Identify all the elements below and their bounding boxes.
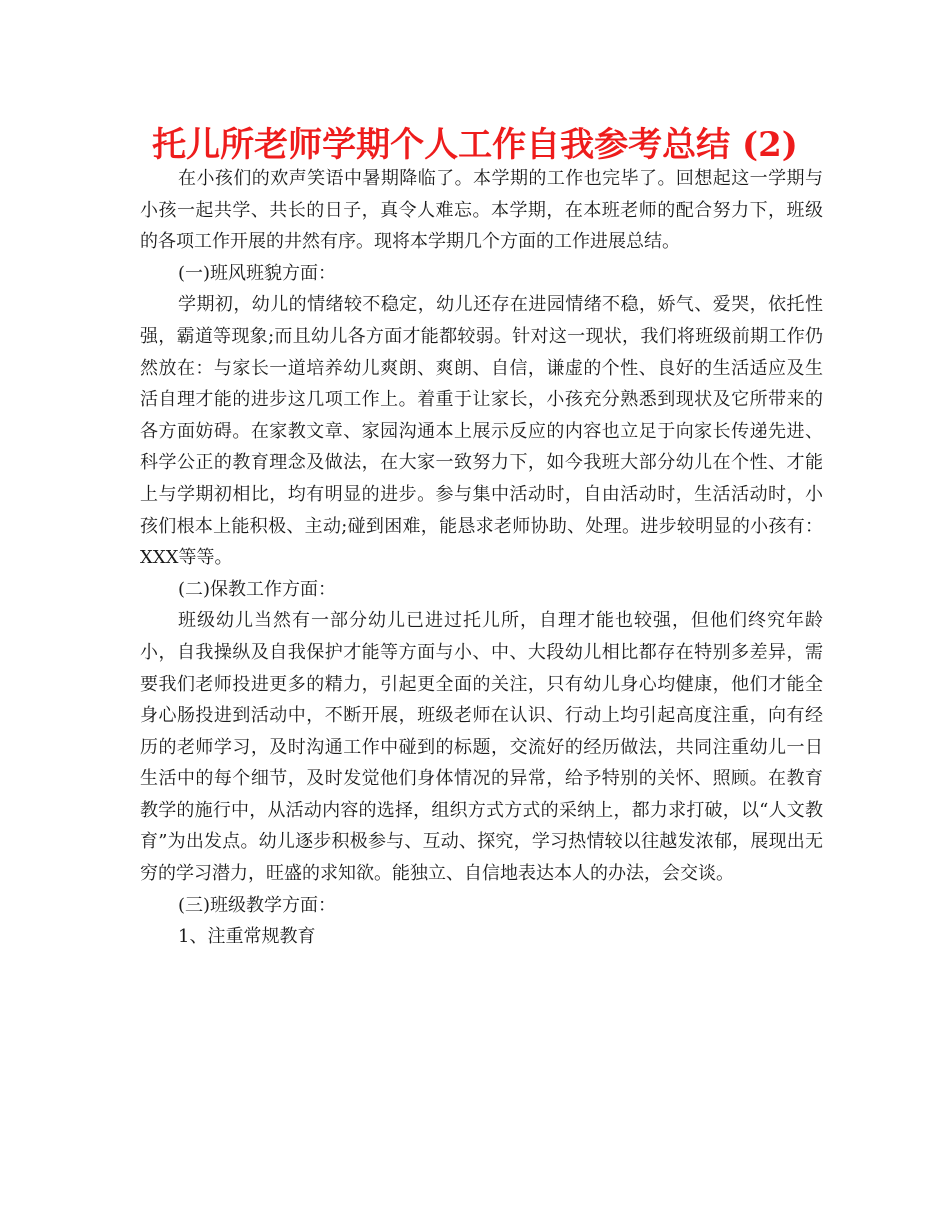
section-heading-care-education: (二)保教工作方面： [178, 578, 337, 600]
class-style-paragraph: 学期初，幼儿的情绪较不稳定，幼儿还存在进园情绪不稳，娇气、爱哭，依托性强，霸道等现象;而且幼儿各方面才能都较弱。针对这一现状，我们将班级前期工作仍然放在：与家长一道培养幼儿爽朗、爽朗、自信，谦虚的个性、良好的生活适应及生活自理才能的进步这几项工作上。着重于让家长，小孩充分熟悉到现状及它所带来的各方面妨碍。在家教文章、家园沟通本上展示反应的内容也立足于向家长传递先进、科学公正的教育理念及做法，在大家一致努力下，如今我班大部分幼儿在个性、才能上与学期初相比，均有明显的进步。参与集中活动时，自由活动时，生活活动时，小孩们根本上能积极、主动;碰到困难，能恳求老师协助、处理。进步较明显的小孩有：XXX等等。 [140, 294, 823, 569]
section-heading-class-teaching: (三)班级教学方面： [178, 894, 337, 916]
care-education-paragraph: 班级幼儿当然有一部分幼儿已进过托儿所，自理才能也较强，但他们终究年龄小，自我操纵及自我保护才能等方面与小、中、大段幼儿相比都存在特别多差异，需要我们老师投进更多的精力，引起更全面的关注，只有幼儿身心均健康，他们才能全身心肠投进到活动中，不断开展，班级老师在认识、行动上均引起高度注重，向有经历的老师学习，及时沟通工作中碰到的标题，交流好的经历做法，共同注重幼儿一日生活中的每个细节，及时发觉他们身体情况的异常，给予特别的关怀、照顾。在教育教学的施行中，从活动内容的选择，组织方式方式的采纳上，都力求打破，以“人文教育”为出发点。幼儿逐步积极参与、互动、探究，学习热情较以往越发浓郁，展现出无穷的学习潜力，旺盛的求知欲。能独立、自信地表达本人的办法，会交谈。 [140, 610, 823, 885]
subsection-heading-routine-education: 1、注重常规教育 [178, 926, 316, 948]
intro-paragraph: 在小孩们的欢声笑语中暑期降临了。本学期的工作也完毕了。回想起这一学期与小孩一起共学、共长的日子，真令人难忘。本学期，在本班老师的配合努力下，班级的各项工作开展的井然有序。现将本学期几个方面的工作进展总结。 [140, 168, 823, 253]
section-heading-class-style: (一)班风班貌方面： [178, 262, 337, 284]
document-body [140, 163, 823, 953]
document-title: 托儿所老师学期个人工作自我参考总结 (2) [152, 125, 798, 165]
